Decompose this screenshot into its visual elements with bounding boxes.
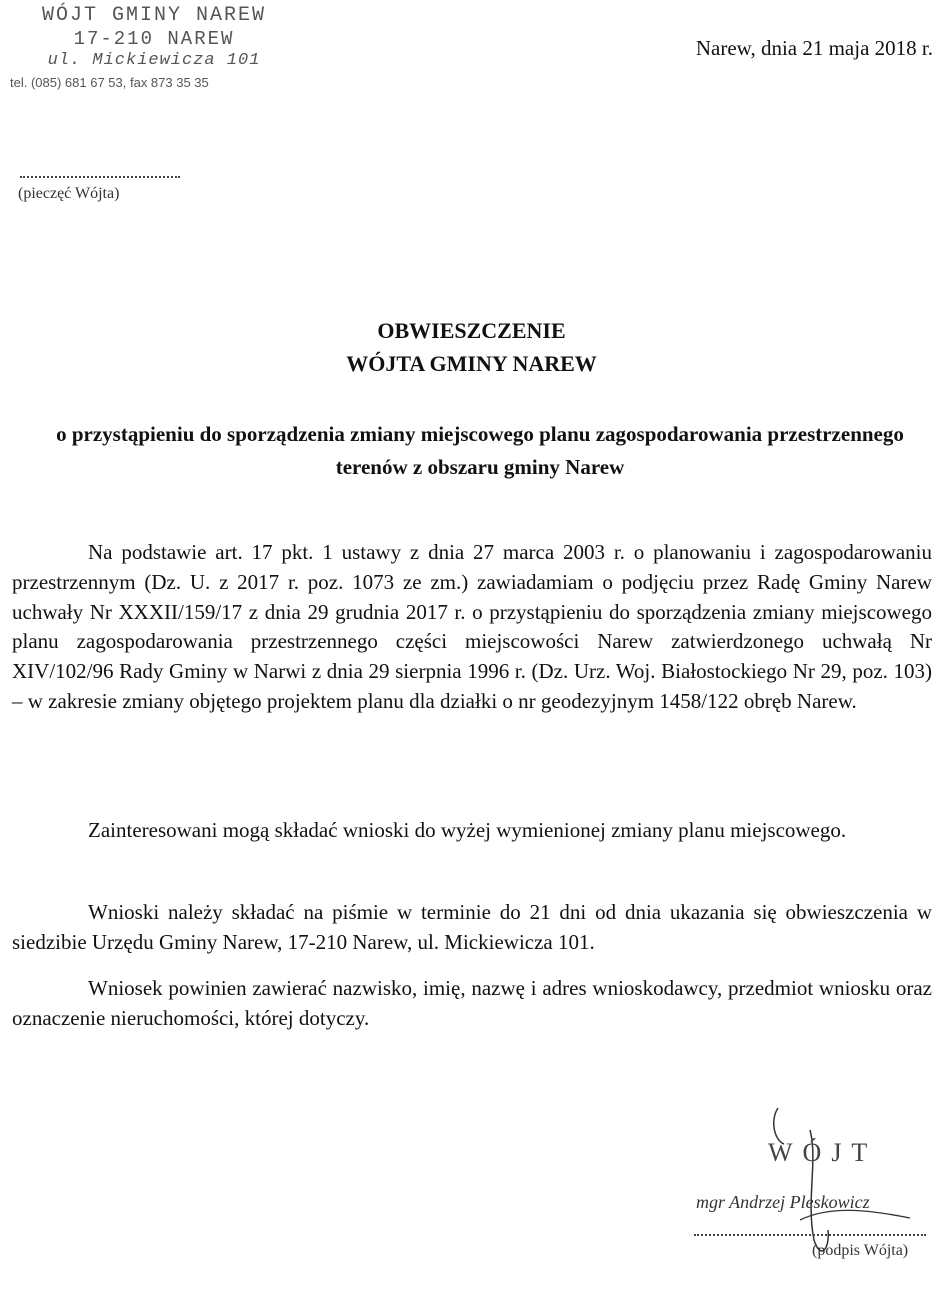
signatory-name: mgr Andrzej Pleskowicz xyxy=(696,1192,870,1212)
stamp-line-street: ul. Mickiewicza 101 xyxy=(47,51,261,70)
stamp-line-office: WÓJT GMINY NAREW xyxy=(41,4,267,27)
signature-dotted-line xyxy=(694,1228,926,1236)
document-title: OBWIESZCZENIE xyxy=(377,318,566,343)
document-issuer: WÓJTA GMINY NAREW xyxy=(346,351,597,376)
paragraph-text: Wniosek powinien zawierać nazwisko, imię, nazwę i adres wnioskodawcy, przedmiot wniosku oraz oznaczenie nieruchomości, której dotyczy. xyxy=(12,976,932,1030)
paragraph-interested-parties xyxy=(12,816,932,846)
paragraph-text: Na podstawie art. 17 pkt. 1 ustawy z dnia 27 marca 2003 r. o planowaniu i zagospodarowaniu przestrzennym (Dz. U. z 2017 r. poz. 1073 ze zm.) zawiadamiam o podjęciu przez Radę Gminy Narew uchwały Nr XXXII/159/17 z dnia 29 grudnia 2017 r. o przystąpieniu do sporządzenia zmiany miejscowego planu zagospodarowania przestrzennego części miejscowości Narew zatwierdzonego uchwałą Nr XIV/102/96 Rady Gminy w Narwi z dnia 29 sierpnia 1996 r. (Dz. Urz. Woj. Białostockiego Nr 29, poz. 103) – w zakresie zmiany objętego projektem planu dla działki o nr geodezyjnym 1458/122 obręb Narew. xyxy=(12,540,932,713)
signature-title: WÓJT xyxy=(768,1138,878,1167)
paragraph-legal-basis xyxy=(12,538,932,717)
seal-label: (pieczęć Wójta) xyxy=(18,185,120,202)
document-subject: o przystąpieniu do sporządzenia zmiany miejscowego planu zagospodarowania przestrzennego terenów z obszaru gminy Narew xyxy=(56,422,904,479)
document-date: Narew, dnia 21 maja 2018 r. xyxy=(695,36,933,60)
paragraph-text: Wnioski należy składać na piśmie w terminie do 21 dni od dnia ukazania się obwieszczenia w siedzibie Urzędu Gminy Narew, 17-210 Narew, ul. Mickiewicza 101. xyxy=(12,900,932,954)
paragraph-submission-terms xyxy=(12,898,932,958)
paragraph-text: Zainteresowani mogą składać wnioski do wyżej wymienionej zmiany planu miejscowego. xyxy=(88,818,847,842)
signature-label: (podpis Wójta) xyxy=(812,1242,909,1259)
stamp-line-phone: tel. (085) 681 67 53, fax 873 35 35 xyxy=(10,75,209,90)
paragraph-application-contents xyxy=(12,974,932,1034)
seal-dotted-line xyxy=(20,168,180,178)
office-stamp xyxy=(4,4,304,94)
stamp-line-postcode: 17-210 NAREW xyxy=(73,28,235,50)
